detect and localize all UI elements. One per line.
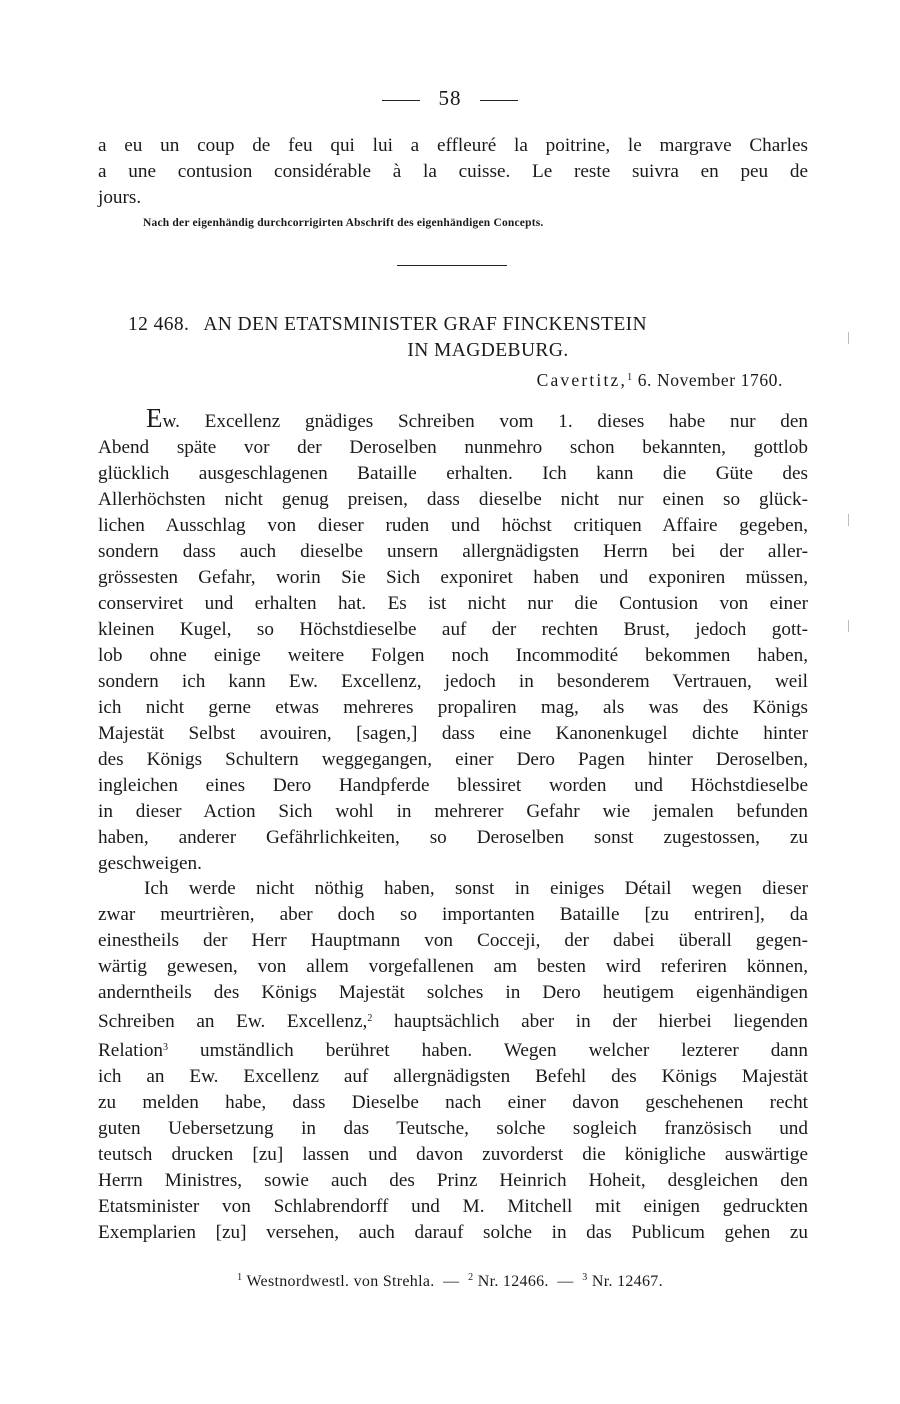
text-line: ingleichen eines Dero Handpferde blessiret worden und Höchstdieselbe [98, 775, 808, 796]
text-line: Allerhöchsten nicht genug preisen, dass dieselbe nicht nur einen so glück- [98, 489, 808, 510]
text-line: geschweigen. [98, 853, 202, 874]
text-line: ich nicht gerne etwas mehreres propaliren mag, als was des Königs [98, 697, 808, 718]
text-line: Relation$^3$ umständlich berühret haben. Wegen welcher lezterer dann [98, 1040, 808, 1061]
text-line: lob ohne einige weitere Folgen noch Incommodité bekommen haben, [98, 645, 808, 666]
margin-mark [848, 514, 849, 526]
letter-number: 12 468. [128, 314, 190, 335]
paragraph-1 [98, 405, 808, 877]
text-line: haben, anderer Gefährlichkeiten, so Deroselben sonst zugestossen, zu [98, 827, 808, 848]
text-line: teutsch drucken [zu] lassen und davon zuvorderst die königliche auswärtige [98, 1144, 808, 1165]
source-note: Nach der eigenhändig durchcorrigirten Abschrift des eigenhändigen Concepts. [143, 217, 544, 229]
text-line: guten Uebersetzung in das Teutsche, solche sogleich französisch und [98, 1118, 808, 1139]
text-line: a une contusion considérable à la cuisse. Le reste suivra en peu de [98, 161, 808, 182]
text-line: Exemplarien [zu] versehen, auch darauf solche in das Publicum gehen zu [98, 1222, 808, 1243]
footnote-text: Westnordwestl. von Strehla. [246, 1273, 435, 1290]
text-line: einestheils der Herr Hauptmann von Cocceji, der dabei überall gegen- [98, 930, 808, 951]
footnote-text: Nr. 12467. [591, 1273, 663, 1290]
text-line: des Königs Schultern weggegangen, einer Dero Pagen hinter Deroselben, [98, 749, 808, 770]
text-line: anderntheils des Königs Majestät solches in Dero heutigem eigenhändigen [98, 982, 808, 1003]
footnote-mark: 1 [237, 1272, 243, 1283]
text-line: lichen Ausschlag von dieser ruden und höchst critiquen Affaire gegeben, [98, 515, 808, 536]
section-divider [397, 265, 507, 266]
text-line: Etatsminister von Schlabrendorff und M. Mitchell mit einigen gedruckten [98, 1196, 808, 1217]
page-header [0, 86, 900, 111]
margin-mark [848, 620, 849, 632]
text-line: kleinen Kugel, so Höchstdieselbe auf der rechten Brust, jedoch gott- [98, 619, 808, 640]
footnote-ref: 2 [367, 1013, 373, 1024]
letter-title-line1: AN DEN ETATSMINISTER GRAF FINCKENSTEIN [203, 314, 648, 335]
page-number: 58 [438, 86, 462, 110]
letter-title [128, 312, 808, 364]
initial-letter: E [146, 403, 163, 433]
header-dash-right [480, 100, 518, 101]
text-line: Majestät Selbst avouiren, [sagen,] dass eine Kanonenkugel dichte hinter [98, 723, 808, 744]
text-line: zu melden habe, dass Dieselbe nach einer davon geschehenen recht [98, 1092, 808, 1113]
footnote-ref: 1 [627, 372, 633, 383]
text-line: glücklich ausgeschlagenen Bataille erhalten. Ich kann die Güte des [98, 463, 808, 484]
dateline-place: Cavertitz, [536, 370, 628, 390]
text-line: Abend späte vor der Deroselben nunmehro schon bekannten, gottlob [98, 437, 808, 458]
text-line: Ich werde nicht nöthig haben, sonst in einiges Détail wegen dieser [144, 878, 808, 899]
footnotes [0, 1272, 900, 1291]
footnote-mark: 2 [468, 1272, 474, 1283]
text-line: Schreiben an Ew. Excellenz,$^2$ hauptsächlich aber in der hierbei liegenden [98, 1011, 808, 1032]
header-dash-left [382, 100, 420, 101]
paragraph-2 [98, 876, 808, 1246]
text-line: Ew. Excellenz gnädiges Schreiben vom 1. dieses habe nur den [146, 403, 808, 433]
dateline-date: 6. November 1760. [637, 370, 783, 390]
footnote-text: Nr. 12466. [477, 1273, 549, 1290]
footnote-separator: — [443, 1273, 460, 1290]
text-line: in dieser Action Sich wohl in mehrerer Gefahr wie jemalen befunden [98, 801, 808, 822]
text-line: sondern ich kann Ew. Excellenz, jedoch in besonderem Vertrauen, weil [98, 671, 808, 692]
dateline [500, 370, 783, 391]
text-line: zwar meurtrièren, aber doch so importanten Bataille [zu entriren], da [98, 904, 808, 925]
text-line: ich an Ew. Excellenz auf allergnädigsten Befehl des Königs Majestät [98, 1066, 808, 1087]
footnote-mark: 3 [582, 1272, 588, 1283]
text-line: conserviret und erhalten hat. Es ist nicht nur die Contusion von einer [98, 593, 808, 614]
letter-title-line2: IN MAGDEBURG. [407, 340, 569, 361]
text-line: wärtig gewesen, von allem vorgefallenen am besten wird referiren können, [98, 956, 808, 977]
margin-mark [848, 332, 849, 344]
footnote-ref: 3 [163, 1042, 169, 1053]
text-line: a eu un coup de feu qui lui a effleuré la poitrine, le margrave Charles [98, 135, 808, 156]
text-line: grössesten Gefahr, worin Sie Sich exponiret haben und exponiren müssen, [98, 567, 808, 588]
footnote-separator: — [557, 1273, 574, 1290]
top-paragraph [98, 133, 808, 211]
text-line: Herrn Ministres, sowie auch des Prinz Heinrich Hoheit, desgleichen den [98, 1170, 808, 1191]
text-line: jours. [98, 187, 142, 208]
text-line: sondern dass auch dieselbe unsern allergnädigsten Herrn bei der aller- [98, 541, 808, 562]
